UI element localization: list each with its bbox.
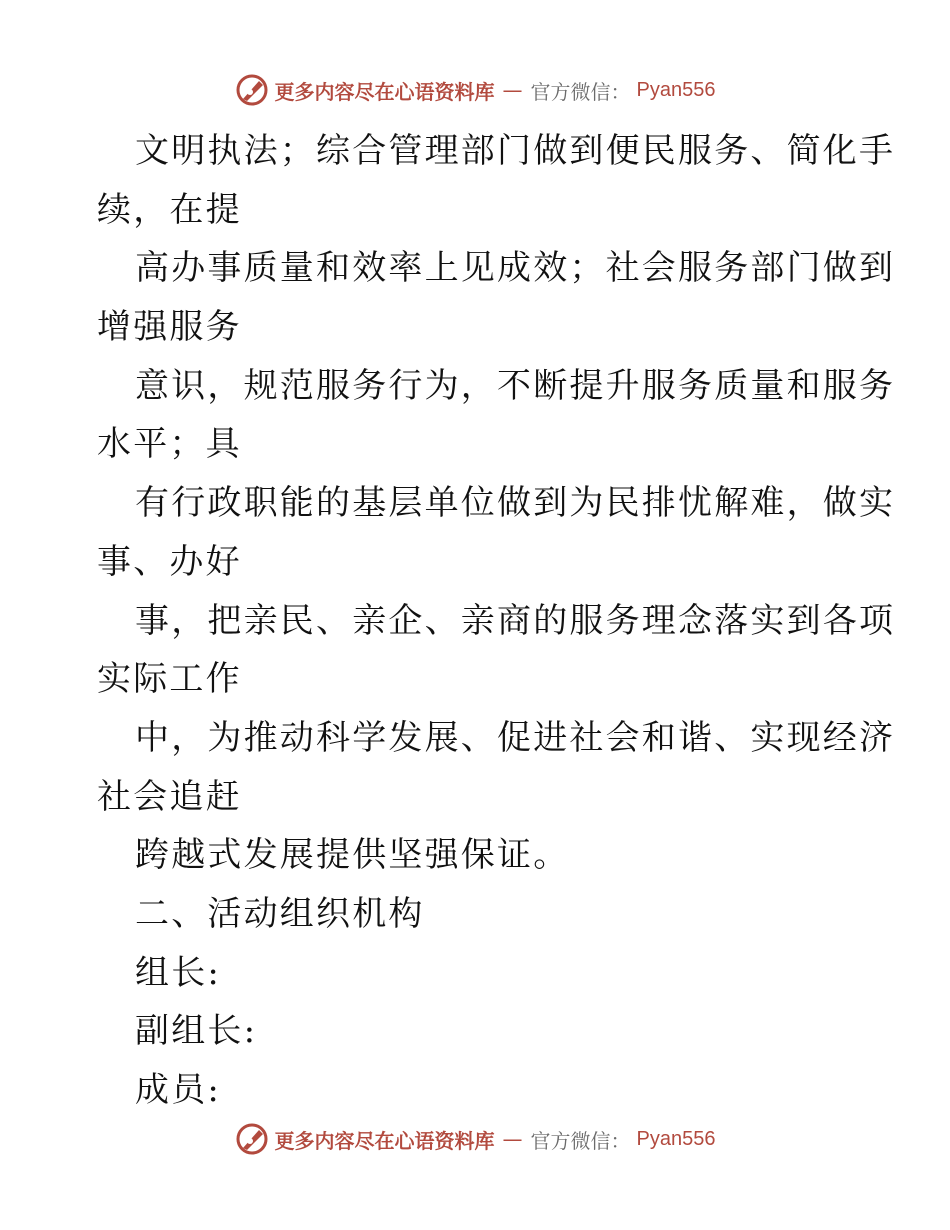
footer-separator: — <box>502 1127 523 1151</box>
pen-seal-logo-icon <box>235 1122 269 1156</box>
body-line-13: 跨越式发展提供坚强保证。 <box>135 835 570 876</box>
deputy-leader-label: 副组长: <box>135 1011 258 1052</box>
body-line-7: 有行政职能的基层单位做到为民排忧解难，做实 <box>135 483 896 524</box>
body-line-4: 增强服务 <box>97 307 242 348</box>
body-line-12: 社会追赶 <box>97 776 242 817</box>
footer-watermark-banner <box>0 1119 950 1159</box>
document-body <box>97 122 896 1120</box>
section-heading: 二、活动组织机构 <box>135 893 425 934</box>
body-line-9: 事，把亲民、亲企、亲商的服务理念落实到各项 <box>135 600 896 641</box>
body-line-5: 意识，规范服务行为，不断提升服务质量和服务 <box>135 365 896 406</box>
header-separator: — <box>502 78 523 102</box>
header-wechat-id: Pyan556 <box>636 78 716 101</box>
footer-wechat-id: Pyan556 <box>636 1127 716 1150</box>
pen-seal-logo-icon <box>235 73 269 107</box>
header-brand-text: 更多内容尽在心语资料库 <box>274 79 495 104</box>
footer-wechat-label: 官方微信： <box>530 1128 631 1153</box>
members-label: 成员: <box>135 1070 222 1110</box>
body-line-2: 续，在提 <box>97 189 242 230</box>
body-line-8: 事、办好 <box>97 541 242 582</box>
body-line-11: 中，为推动科学发展、促进社会和谐、实现经济 <box>135 717 896 758</box>
leader-label: 组长: <box>135 952 222 993</box>
header-watermark-banner <box>0 70 950 110</box>
body-line-6: 水平；具 <box>97 424 242 465</box>
header-wechat-label: 官方微信： <box>530 79 631 104</box>
body-line-3: 高办事质量和效率上见成效；社会服务部门做到 <box>135 248 896 289</box>
body-line-10: 实际工作 <box>97 659 242 700</box>
body-line-1: 文明执法；综合管理部门做到便民服务、简化手 <box>135 131 896 171</box>
footer-brand-text: 更多内容尽在心语资料库 <box>274 1128 495 1153</box>
